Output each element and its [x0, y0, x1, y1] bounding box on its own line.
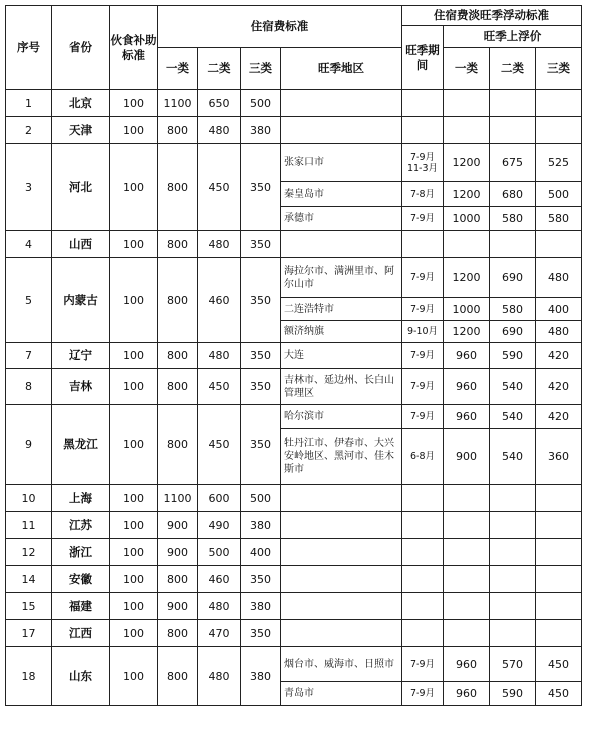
- header-peak-period: 旺季期间: [402, 26, 444, 90]
- empty-cell: [281, 620, 402, 647]
- class2-cell: 480: [198, 117, 241, 144]
- empty-cell: [281, 485, 402, 512]
- empty-cell: [281, 593, 402, 620]
- seq-cell: 10: [6, 485, 52, 512]
- empty-cell: [402, 90, 444, 117]
- class1-cell: 800: [158, 369, 198, 405]
- peak-period-cell: 7-9月: [402, 298, 444, 321]
- province-cell: 山东: [52, 647, 110, 706]
- province-cell: 河北: [52, 144, 110, 231]
- meal-cell: 100: [110, 620, 158, 647]
- peak-class3-cell: 420: [536, 405, 582, 429]
- peak-area-cell: 大连: [281, 343, 402, 369]
- empty-cell: [281, 90, 402, 117]
- empty-cell: [490, 593, 536, 620]
- header-peak-float: 旺季上浮价: [444, 26, 582, 48]
- class3-cell: 500: [241, 90, 281, 117]
- peak-area-cell: 二连浩特市: [281, 298, 402, 321]
- peak-class2-cell: 690: [490, 321, 536, 343]
- empty-cell: [490, 620, 536, 647]
- seq-cell: 7: [6, 343, 52, 369]
- seq-cell: 17: [6, 620, 52, 647]
- peak-class3-cell: 400: [536, 298, 582, 321]
- table-row: [6, 258, 582, 298]
- meal-cell: 100: [110, 485, 158, 512]
- table-row: [6, 231, 582, 258]
- empty-cell: [536, 231, 582, 258]
- empty-cell: [402, 620, 444, 647]
- class2-cell: 480: [198, 231, 241, 258]
- seq-cell: 18: [6, 647, 52, 706]
- peak-class3-cell: 450: [536, 647, 582, 682]
- class3-cell: 350: [241, 258, 281, 343]
- peak-class3-cell: 480: [536, 321, 582, 343]
- seq-cell: 2: [6, 117, 52, 144]
- meal-cell: 100: [110, 566, 158, 593]
- meal-cell: 100: [110, 647, 158, 706]
- header-peak-area: 旺季地区: [281, 48, 402, 90]
- empty-cell: [490, 90, 536, 117]
- empty-cell: [444, 485, 490, 512]
- table-row: [6, 539, 582, 566]
- table-row: [6, 144, 582, 182]
- peak-class1-cell: 1000: [444, 298, 490, 321]
- empty-cell: [402, 512, 444, 539]
- class3-cell: 380: [241, 512, 281, 539]
- peak-period-cell: 9-10月: [402, 321, 444, 343]
- meal-cell: 100: [110, 117, 158, 144]
- peak-period-cell: 7-9月: [402, 647, 444, 682]
- class2-cell: 450: [198, 405, 241, 485]
- table-row: [6, 485, 582, 512]
- peak-class2-cell: 570: [490, 647, 536, 682]
- header-lodging: 住宿费标准: [158, 6, 402, 48]
- empty-cell: [444, 231, 490, 258]
- seq-cell: 14: [6, 566, 52, 593]
- empty-cell: [536, 90, 582, 117]
- peak-class2-cell: 580: [490, 298, 536, 321]
- class2-cell: 500: [198, 539, 241, 566]
- empty-cell: [444, 566, 490, 593]
- header-class3: 三类: [241, 48, 281, 90]
- meal-cell: 100: [110, 405, 158, 485]
- class2-cell: 450: [198, 369, 241, 405]
- table-row: [6, 593, 582, 620]
- class1-cell: 900: [158, 512, 198, 539]
- class2-cell: 450: [198, 144, 241, 231]
- class3-cell: 400: [241, 539, 281, 566]
- lodging-standard-table: [5, 5, 582, 706]
- empty-cell: [444, 593, 490, 620]
- peak-period-cell: 7-9月: [402, 682, 444, 706]
- empty-cell: [536, 539, 582, 566]
- header-float-class1: 一类: [444, 48, 490, 90]
- class1-cell: 900: [158, 539, 198, 566]
- empty-cell: [490, 231, 536, 258]
- class2-cell: 460: [198, 258, 241, 343]
- class1-cell: 800: [158, 343, 198, 369]
- class3-cell: 500: [241, 485, 281, 512]
- empty-cell: [490, 512, 536, 539]
- class3-cell: 350: [241, 620, 281, 647]
- peak-class3-cell: 525: [536, 144, 582, 182]
- empty-cell: [536, 566, 582, 593]
- peak-period-cell: 6-8月: [402, 429, 444, 485]
- class2-cell: 480: [198, 343, 241, 369]
- province-cell: 江西: [52, 620, 110, 647]
- peak-area-cell: 烟台市、威海市、日照市: [281, 647, 402, 682]
- province-cell: 江苏: [52, 512, 110, 539]
- class3-cell: 350: [241, 231, 281, 258]
- peak-period-cell: 7-9月: [402, 207, 444, 231]
- header-float-class3: 三类: [536, 48, 582, 90]
- peak-class1-cell: 1000: [444, 207, 490, 231]
- peak-class3-cell: 420: [536, 343, 582, 369]
- province-cell: 内蒙古: [52, 258, 110, 343]
- meal-cell: 100: [110, 369, 158, 405]
- peak-period-cell: 7-9月: [402, 369, 444, 405]
- province-cell: 福建: [52, 593, 110, 620]
- empty-cell: [536, 593, 582, 620]
- meal-cell: 100: [110, 231, 158, 258]
- class3-cell: 350: [241, 369, 281, 405]
- empty-cell: [281, 539, 402, 566]
- peak-class1-cell: 1200: [444, 321, 490, 343]
- class3-cell: 350: [241, 566, 281, 593]
- peak-class2-cell: 590: [490, 343, 536, 369]
- class1-cell: 800: [158, 620, 198, 647]
- meal-cell: 100: [110, 258, 158, 343]
- peak-class1-cell: 900: [444, 429, 490, 485]
- table-row: [6, 343, 582, 369]
- seq-cell: 1: [6, 90, 52, 117]
- seq-cell: 15: [6, 593, 52, 620]
- class1-cell: 800: [158, 258, 198, 343]
- peak-class2-cell: 540: [490, 369, 536, 405]
- class2-cell: 470: [198, 620, 241, 647]
- peak-area-cell: 张家口市: [281, 144, 402, 182]
- empty-cell: [402, 566, 444, 593]
- peak-class1-cell: 960: [444, 343, 490, 369]
- class1-cell: 800: [158, 231, 198, 258]
- class3-cell: 380: [241, 647, 281, 706]
- empty-cell: [536, 512, 582, 539]
- peak-class3-cell: 480: [536, 258, 582, 298]
- empty-cell: [281, 566, 402, 593]
- peak-class2-cell: 675: [490, 144, 536, 182]
- class1-cell: 800: [158, 144, 198, 231]
- province-cell: 浙江: [52, 539, 110, 566]
- class2-cell: 480: [198, 647, 241, 706]
- peak-class3-cell: 420: [536, 369, 582, 405]
- empty-cell: [444, 539, 490, 566]
- empty-cell: [402, 117, 444, 144]
- province-cell: 山西: [52, 231, 110, 258]
- province-cell: 北京: [52, 90, 110, 117]
- header-float: 住宿费淡旺季浮动标准: [402, 6, 582, 26]
- peak-class3-cell: 450: [536, 682, 582, 706]
- peak-area-cell: 海拉尔市、满洲里市、阿尔山市: [281, 258, 402, 298]
- empty-cell: [490, 485, 536, 512]
- class1-cell: 1100: [158, 90, 198, 117]
- class2-cell: 490: [198, 512, 241, 539]
- header-float-class2: 二类: [490, 48, 536, 90]
- class1-cell: 1100: [158, 485, 198, 512]
- table-row: [6, 512, 582, 539]
- empty-cell: [444, 620, 490, 647]
- class1-cell: 800: [158, 566, 198, 593]
- table-header: [6, 6, 582, 90]
- meal-cell: 100: [110, 593, 158, 620]
- peak-class1-cell: 1200: [444, 144, 490, 182]
- class3-cell: 350: [241, 405, 281, 485]
- peak-class3-cell: 580: [536, 207, 582, 231]
- table-row: [6, 369, 582, 405]
- peak-area-cell: 额济纳旗: [281, 321, 402, 343]
- empty-cell: [536, 620, 582, 647]
- meal-cell: 100: [110, 512, 158, 539]
- empty-cell: [402, 485, 444, 512]
- class3-cell: 350: [241, 144, 281, 231]
- peak-period-cell: 7-8月: [402, 182, 444, 207]
- peak-area-cell: 牡丹江市、伊春市、大兴安岭地区、黑河市、佳木斯市: [281, 429, 402, 485]
- table-row: [6, 405, 582, 429]
- class1-cell: 800: [158, 117, 198, 144]
- seq-cell: 8: [6, 369, 52, 405]
- class1-cell: 800: [158, 405, 198, 485]
- peak-class2-cell: 690: [490, 258, 536, 298]
- peak-class1-cell: 960: [444, 369, 490, 405]
- meal-cell: 100: [110, 144, 158, 231]
- class3-cell: 380: [241, 593, 281, 620]
- header-class2: 二类: [198, 48, 241, 90]
- peak-class1-cell: 960: [444, 647, 490, 682]
- class2-cell: 460: [198, 566, 241, 593]
- empty-cell: [402, 539, 444, 566]
- peak-area-cell: 秦皇岛市: [281, 182, 402, 207]
- empty-cell: [402, 231, 444, 258]
- seq-cell: 5: [6, 258, 52, 343]
- province-cell: 上海: [52, 485, 110, 512]
- peak-class1-cell: 1200: [444, 182, 490, 207]
- table-body: [6, 90, 582, 706]
- peak-class3-cell: 360: [536, 429, 582, 485]
- seq-cell: 3: [6, 144, 52, 231]
- table-row: [6, 90, 582, 117]
- province-cell: 吉林: [52, 369, 110, 405]
- class2-cell: 480: [198, 593, 241, 620]
- empty-cell: [536, 485, 582, 512]
- seq-cell: 12: [6, 539, 52, 566]
- table-row: [6, 647, 582, 682]
- province-cell: 安徽: [52, 566, 110, 593]
- class2-cell: 600: [198, 485, 241, 512]
- meal-cell: 100: [110, 90, 158, 117]
- empty-cell: [490, 539, 536, 566]
- header-class1: 一类: [158, 48, 198, 90]
- seq-cell: 4: [6, 231, 52, 258]
- class3-cell: 380: [241, 117, 281, 144]
- header-meal: 伙食补助标准: [110, 6, 158, 90]
- province-cell: 辽宁: [52, 343, 110, 369]
- empty-cell: [281, 512, 402, 539]
- peak-class1-cell: 960: [444, 405, 490, 429]
- peak-period-cell: 7-9月: [402, 343, 444, 369]
- class2-cell: 650: [198, 90, 241, 117]
- peak-class2-cell: 580: [490, 207, 536, 231]
- empty-cell: [444, 90, 490, 117]
- empty-cell: [444, 117, 490, 144]
- empty-cell: [281, 117, 402, 144]
- peak-area-cell: 承德市: [281, 207, 402, 231]
- peak-class2-cell: 680: [490, 182, 536, 207]
- table-row: [6, 117, 582, 144]
- header-seq: 序号: [6, 6, 52, 90]
- empty-cell: [490, 117, 536, 144]
- empty-cell: [281, 231, 402, 258]
- peak-area-cell: 吉林市、延边州、长白山管理区: [281, 369, 402, 405]
- table-row: [6, 620, 582, 647]
- peak-class2-cell: 540: [490, 405, 536, 429]
- empty-cell: [490, 566, 536, 593]
- peak-class2-cell: 540: [490, 429, 536, 485]
- meal-cell: 100: [110, 343, 158, 369]
- class1-cell: 900: [158, 593, 198, 620]
- peak-period-cell: 7-9月: [402, 405, 444, 429]
- empty-cell: [536, 117, 582, 144]
- class3-cell: 350: [241, 343, 281, 369]
- peak-area-cell: 哈尔滨市: [281, 405, 402, 429]
- seq-cell: 11: [6, 512, 52, 539]
- peak-class1-cell: 960: [444, 682, 490, 706]
- peak-period-cell: 7-9月 11-3月: [402, 144, 444, 182]
- class1-cell: 800: [158, 647, 198, 706]
- peak-class3-cell: 500: [536, 182, 582, 207]
- peak-period-cell: 7-9月: [402, 258, 444, 298]
- header-province: 省份: [52, 6, 110, 90]
- province-cell: 黑龙江: [52, 405, 110, 485]
- peak-class1-cell: 1200: [444, 258, 490, 298]
- seq-cell: 9: [6, 405, 52, 485]
- peak-area-cell: 青岛市: [281, 682, 402, 706]
- meal-cell: 100: [110, 539, 158, 566]
- table-row: [6, 566, 582, 593]
- peak-class2-cell: 590: [490, 682, 536, 706]
- province-cell: 天津: [52, 117, 110, 144]
- empty-cell: [444, 512, 490, 539]
- empty-cell: [402, 593, 444, 620]
